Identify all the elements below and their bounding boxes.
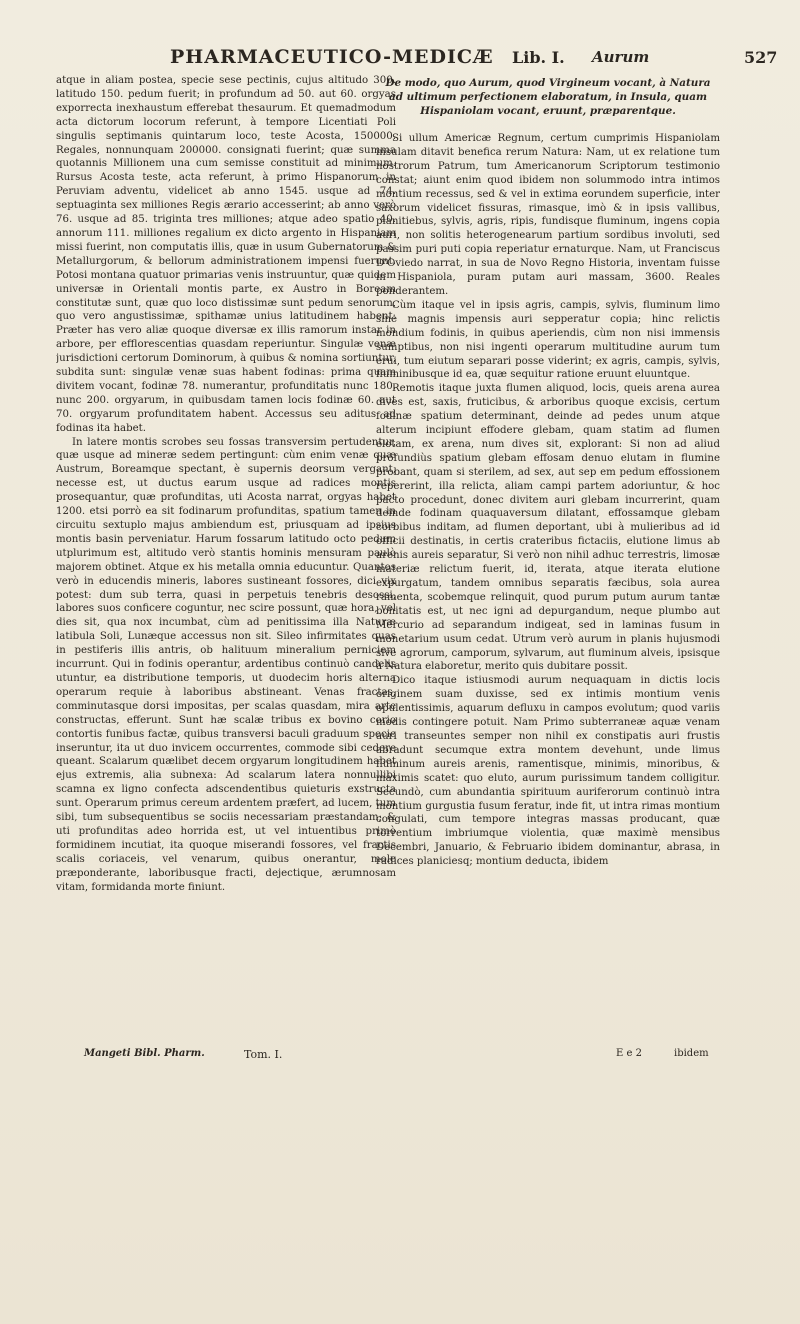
page-number: 527 [744, 48, 778, 67]
paragraph: Cùm itaque vel in ipsis agris, campis, sylvis, fluminum limo sine magnis impensis auri sepperatur copia; hinc relictis mondium fodinis, in quibus aperiendis, cùm non nisi immensis sumptibus, non nisi ingenti operarum multitudine aurum tum erui, tum eiutum separari posse viderint; ex agris, campis, sylvis, fluminibusque id ea, quæ sequitur ratione eruunt eluuntque. [376, 299, 720, 381]
footer-signature: Mangeti Bibl. Pharm. [84, 1048, 205, 1059]
running-head: Aurum [592, 48, 650, 66]
gathering-mark: E e 2 [616, 1048, 642, 1059]
paragraph: Si ullum Americæ Regnum, certum cumprimis Hispaniolam insulam ditavit benefica rerum Natura: Nam, ut ex relatione tum nostrorum Patrum, tum Americanorum Scriptorum testimonio constat; aiunt enim quod ibidem non solummodo intra intimos montium recessus, sed & vel in extima eorundem superficie, inter saxorum videlicet fissuras, rimasque, imò & in ipsis vallibus, planitiebus, sylvis, agris, ripis, fundisque fluminum, ingens copia auri, non solitis heterogenearum partium sordibus involuti, sed passim puri puti copia reperiatur ernaturque. Nam, ut Franciscus D'Oviedo narrat, in sua de Novo Regno Historia, inventam fuisse in Hispaniola, puram putam auri massam, 3600. Reales ponderantem. [376, 133, 720, 297]
page-header [0, 28, 800, 68]
paragraph: In latere montis scrobes seu fossas transversim pertudentur, quæ usque ad mineræ sedem pertingunt: cùm enim venæ quæ Austrum, Boreamque spectant, è supernis deorsum vergant, necesse est, ut ductus earum usque ad radices montis prosequantur, quæ profunditas, uti Acosta narrat, orgyas habet 1200. etsi porrò ea sit fodinarum profunditas, spatium tamen in circuitu sextuplo majus ambiendum est, priusquam ad ipsius montis basin perveniatur. Harum fossarum latitudo octo pedum utplurimum est, altitudo verò stantis hominis mensuram paulò majorem obtinet. Atque ex his metalla omnia educuntur. Quantos verò in educendis mineris, labores sustineant fossores, dici vix potest: dum sub terra, quasi in perpetuis tenebris desossi, labores suos conficere coguntur, nec scire possunt, quæ hora, vel dies sit, qua nox incumbat, cùm ad penitissima illa Naturæ latibula Soli, Lunæque accessus non sit. Sileo infirmitates quas in pestiferis illis antris, ob halituum mineralium perniciem incurrunt. Qui in fodinis operantur, ardentibus continuò candelis utuntur, ea distributione temporis, ut duodecim horis alterna operarum requie à laboribus abstineant. Venas fractas, comminutasque dorsi impositas, per scalas quasdam, mira arte constructas, efferunt. Sunt hæ scalæ tribus ex bovino corio contortis funibus factæ, quibus transversi baculi graduum specie inseruntur, ita ut duo invicem occurrentes, commode sibi cedere queant. Scalarum quælibet decem orgyarum longitudinem habet ejus extremis, alia subnexa: Ad scalarum latera nonnullibi scamna ex ligno confecta adscendentibus quieturis exstructa sunt. Operarum primus cereum ardentem præfert, ad lucem, tum sibi, tum subsequentibus se sociis necessariam præstandam; & uti profunditas adeo horrida est, ut vel intuentibus primò formidinem incutiat, ita quoque miserandi fossores, vel fractis scalis coriaceis, vel venarum, quibus onerantur, mole præponderante, laboribusque fracti, dejectique, ærumnosam vitam, formidanda morte finiunt. [56, 436, 396, 893]
running-title: PHARMACEUTICO-MEDICÆ [170, 46, 494, 68]
paragraph: Dico itaque istiusmodi aurum nequaquam in dictis locis originem suam duxisse, sed ex intimis montium venis opulentissimis, aquarum defluxu in campos evolutum; quod variis modis contingere potuit. Nam Primo subterraneæ aquæ venam auri transeuntes semper non nihil ex constipatis auri frustis abradunt secumque extra montem devehunt, unde limus fluminum aureis arenis, ramentisque, minimis, minoribus, & maximis scatet: quo eluto, aurum purissimum tandem colligitur. Secundò, cum abundantia spirituum auriferorum continuò intra montium gurgustia fusum feratur, inde fit, ut intra rimas montium congulati, cum tempore integras massas producant, quæ torrentium imbriumque violentia, quæ maximè mensibus Decembri, Januario, & Februario ibidem dominantur, abrasa, in radices planiciesq; montium deducta, ibidem [376, 675, 720, 868]
paragraph: Remotis itaque juxta flumen aliquod, locis, queis arena aurea dives est, saxis, fruticibus, & arboribus quoque excisis, certum fodinæ spatium determinant, deinde ad pedes unum atque alterum incipiunt effodere glebam, quam statim ad flumen elotam, ex arena, num dives sit, explorant: Si non ad aliud profundiùs spatium glebam effosam denuo elutam in flumine probant, quam si sterilem, ad sex, aut sep em pedum effossionem repererint, illa relicta, aliam campi partem adoriuntur, & hoc pacto procedunt, donec divitem auri glebam incurrerint, quam deinde fodinam quaquaversum dilatant, effossamque glebam corbibus inditam, ad flumen deportant, ubi à mulieribus ad id officii destinatis, in certis crateribus fictaciis, elutione limus ab arenis aureis separatur, Si verò non nihil adhuc terrestris, limosæ materiæ relictum fuerit, id, iterata, atque iterata elutione expurgatum, tandem omnibus separatis fæcibus, sola aurea ramenta, scobemque relinquit, quod purum putum aurum tantæ bonitatis est, ut nec igni ad depurgandum, neque plumbo aut Mercurio ad separandum indigeat, sed in laminas fusum in monetarium usum cedat. Utrum verò aurum in planis hujusmodi sive agrorum, camporum, sylvarum, aut fluminum alveis, ipsisque à Natura elaboretur, merito quis dubitare possit. [376, 383, 720, 673]
section-heading: De modo, quo Aurum, quod Virgineum vocant, à Natura ad ultimum perfectionem elaboratum, in Insula, quam Hispaniolam vocant, eruunt, præparentque. [385, 77, 711, 117]
book-number: Lib. I. [512, 48, 565, 67]
catchword: ibidem [674, 1048, 709, 1059]
footer-tome: Tom. I. [244, 1048, 283, 1061]
paragraph: atque in aliam postea, specie sese pectinis, cujus altitudo 300. latitudo 150. pedum fuerit; in profundum ad 50. aut 60. orgyas exporrecta inexhaustum efferebat thesaurum. Et quemadmodum acta dictorum locorum referunt, à tempore Licentiati Poli singulis septimanis quintarum loco, teste Acosta, 150000. Regales, nonnunquam 200000. consignati fuerint; quæ summa quotannis Millionem una cum semisse constituit ad minimum. Rursus Acosta teste, acta referunt, à primo Hispanorum in Peruviam adventu, videlicet ab anno 1545. usque ad 74. septuaginta sex milliones Regis ærario accesserint; ab anno verò 76. usque ad 85. triginta tres milliones; atque adeo spatio 40. annorum 111. milliones regalium ex dicto argento in Hispaniam missi fuerint, non computatis illis, quæ in usum Gubernatorum & Metallurgorum, & bellorum administrationem impensi fuerunt. Potosi montana quatuor primarias venis instruuntur, quæ quidem universæ in Orientali montis parte, ex Austro in Boream constitutæ sunt, quæ quo loco distissimæ sunt pedum senorum, quo vero angustissimæ, spithamæ unius latitudinem habent: Præter has vero aliæ quoque diversæ ex illis ramorum instar in arbore, per efflorescentias quasdam reperiuntur. Singulæ venæ jurisdictioni certorum Dominorum, à quibus & nomina sortiuntur, subdita sunt: singulæ venæ suas habent fodinas: prima quam divitem vocant, fodinæ 78. numerantur, profunditatis nunc 180. nunc 200. orgyarum, in quibusdam tamen locis fodinæ 60. aut 70. orgyarum profunditatem habent. Accessus seu aditus ad fodinas ita habet. [56, 75, 396, 434]
right-column [376, 74, 720, 869]
left-column [56, 74, 396, 894]
page-footer [56, 1048, 776, 1064]
